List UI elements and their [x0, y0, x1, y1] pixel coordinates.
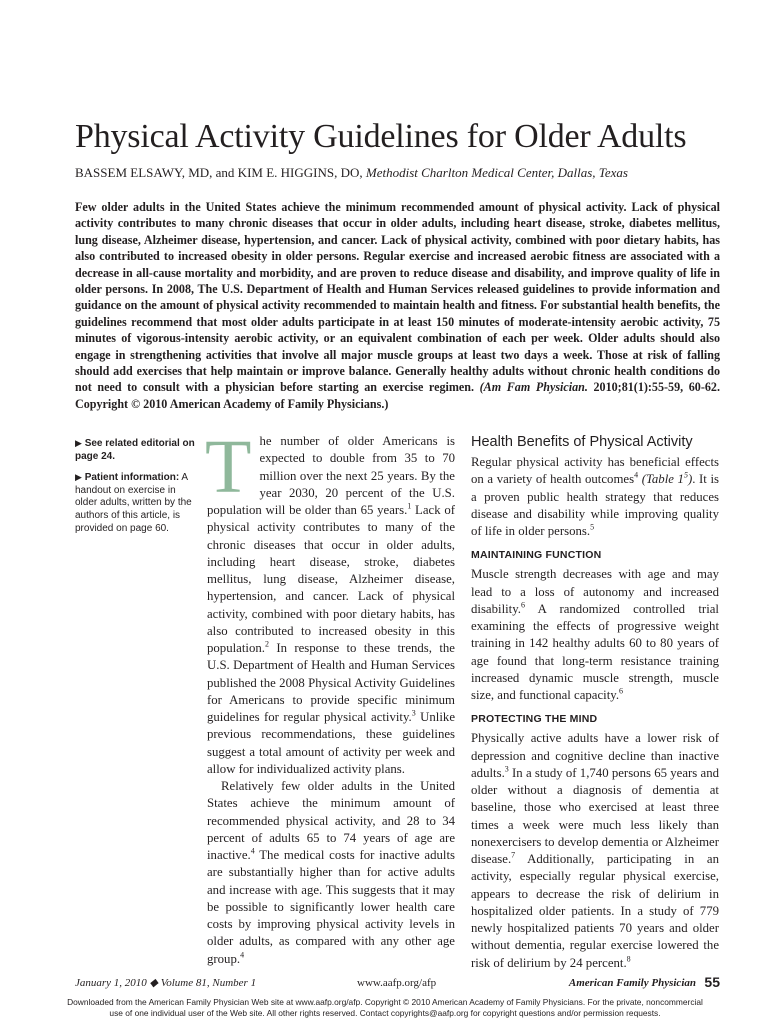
editorial-note[interactable] [75, 437, 195, 463]
download-notice: Downloaded from the American Family Physician Web site at www.aafp.org/afp. Copyright © 2010 American Academy of Family Physicians. For the private, noncommercial use of one individual user of the Web site. All other rights reserved. Contact copyrights@aafp.org for copyright questions and/or permission requests. [67, 997, 703, 1018]
reference: 3 [504, 764, 509, 774]
text-run: Relatively few older adults in the United States achieve the minimum amount of recommended physical activity, and 28 to 34 percent of adults 65 to 74 years of age are inactive. [207, 779, 455, 862]
issue-info: January 1, 2010 ◆ Volume 81, Number 1 [75, 977, 257, 989]
abstract-text: Few older adults in the United States achieve the minimum recommended amount of physical activity. Lack of physical activity contributes to many chronic diseases that occur in older adults, including heart disease, stroke, diabetes mellitus, lung disease, Alzheimer disease, hypertension, and cancer. Lack of physical activity, combined with poor dietary habits, has also contributed to increased obesity in older persons. Regular exercise and increased aerobic fitness are associated with a decrease in all-cause mortality and morbidity, and are proven to reduce disease and disability, and improve quality of life in older persons. In 2008, The U.S. Department of Health and Human Services released guidelines to provide information and guidance on the amount of physical activity recommended to maintain health and fitness. For substantial health benefits, the guidelines recommend that most older adults participate in at least 150 minutes of moderate-intensity aerobic activity, 75 minutes of vigorous-intensity aerobic activity, or an equivalent combination of each per week. Older adults should also engage in strengthening activities that involve all major muscle groups at least two days a week. Those at risk of falling should add exercises that help maintain or improve balance. Generally healthy adults without chronic health conditions do not need to consult with a physician before starting an exercise regimen. [75, 200, 720, 395]
paragraph [205, 425, 455, 778]
journal-name: American Family Physician [568, 977, 696, 989]
arrow-right-icon: ▶ [75, 438, 82, 448]
text-run: Regular physical activity has beneficial effects on a variety of health outcomes [471, 455, 719, 487]
editorial-link[interactable]: See related editorial on page 24. [75, 438, 195, 462]
text-run: (Table 1 [641, 472, 684, 487]
page-footer [75, 974, 720, 992]
patient-info-text: A handout on exercise in older adults, written by the authors of this article, is provided on page 60. [75, 472, 192, 534]
subheading: PROTECTING THE MIND [471, 713, 598, 726]
article-title: Physical Activity Guidelines for Older Adults [75, 118, 687, 155]
text-run: In a study of 1,740 persons 65 years and older without a diagnosis of dementia at baseline, those who exercised at least three times a week were much less likely than nonexercisers to develop dementia or Alzheimer disease. [471, 765, 719, 866]
text-run: The medical costs for inactive adults are substantially higher than for active adults and increase with age. This suggests that it may be possible to significantly lower health care costs by improving physical activity levels in older adults, as compared with any other age group. [207, 848, 455, 966]
reference: 5 [590, 522, 595, 532]
author-line [75, 165, 735, 181]
reference: 6 [521, 600, 526, 610]
paragraph [471, 566, 719, 704]
text-run: Lack of physical activity contributes to many of the chronic diseases that occur in older adults, including heart disease, stroke, diabetes mellitus, lung disease, Alzheimer disease, hypertension, and cancer. Lack of physical activity, combined with poor dietary habits, has also contributed to increased obesity in this population. [207, 503, 455, 655]
citation-journal: (Am Fam Physician. [479, 380, 588, 395]
reference: 4 [240, 950, 245, 960]
subheading: MAINTAINING FUNCTION [471, 549, 602, 562]
text-run: In response to these trends, the U.S. Department of Health and Human Services published the 2008 Physical Activity Guidelines for Americans to provide specific minimum guidelines for regular physical activity. [207, 641, 455, 724]
text-run: Unlike previous recommendations, these guidelines suggest a total amount of activity per week and allow for individualized activity plans. [207, 710, 455, 776]
sidebar [75, 437, 195, 543]
text-run: ) [687, 472, 693, 487]
authors: BASSEM ELSAWY, MD, and KIM E. HIGGINS, DO, [75, 165, 366, 180]
body-column-left [205, 425, 455, 968]
reference: 4 [634, 470, 639, 480]
reference: 2 [264, 639, 269, 649]
text-run: Physically active adults have a lower risk of depression and cognitive decline than inactive adults. [471, 731, 719, 780]
drop-cap: T [205, 425, 252, 509]
text-run: A randomized controlled trial examining the effects of progressive weight training in 142 healthy adults 60 to 80 years of age found that long-term resistance training increased dynamic muscle strength, muscle size, and functional capacity. [471, 601, 719, 702]
arrow-right-icon: ▶ [75, 472, 82, 483]
reference: 3 [411, 708, 416, 718]
reference: 1 [407, 501, 412, 511]
reference: 4 [250, 846, 255, 856]
page-number: 55 [704, 974, 720, 990]
reference: 7 [511, 850, 516, 860]
reference: 5 [683, 470, 688, 480]
reference: 8 [626, 954, 631, 964]
reference: 6 [619, 686, 624, 696]
abstract [75, 199, 720, 412]
text-run: he number of older Americans is expected to double from 35 to 70 million over the next 25 years. By the year 2030, 20 percent of the U.S. population will be older than 65 years. [207, 434, 455, 517]
affiliation: Methodist Charlton Medical Center, Dallas, Texas [365, 165, 628, 180]
journal-url[interactable]: www.aafp.org/afp [357, 977, 437, 989]
text-run: Muscle strength decreases with age and may lead to a loss of autonomy and increased disability. [471, 567, 719, 616]
patient-info-note[interactable] [75, 471, 195, 535]
table-reference[interactable] [642, 472, 693, 486]
paragraph [471, 454, 719, 540]
text-run: Additionally, participating in an activity, especially regular physical exercise, appears to decrease the risk of delirium in hospitalized older patients. In a study of 779 newly hospitalized patients 70 years and older without dementia, regular exercise lowered the risk of delirium by 24 percent. [471, 852, 719, 970]
paragraph [207, 778, 455, 968]
text-run: . It is a proven public health strategy that reduces disease and disability while improving quality of life in older persons. [471, 472, 719, 538]
citation-details: 2010;81(1):55-59, 60-62. Copyright © 2010 American Academy of Family Physicians.) [75, 380, 720, 411]
section-heading: Health Benefits of Physical Activity [471, 434, 693, 450]
paragraph [471, 730, 719, 972]
patient-info-label[interactable]: Patient information: [84, 472, 180, 484]
body-column-right [471, 433, 719, 972]
